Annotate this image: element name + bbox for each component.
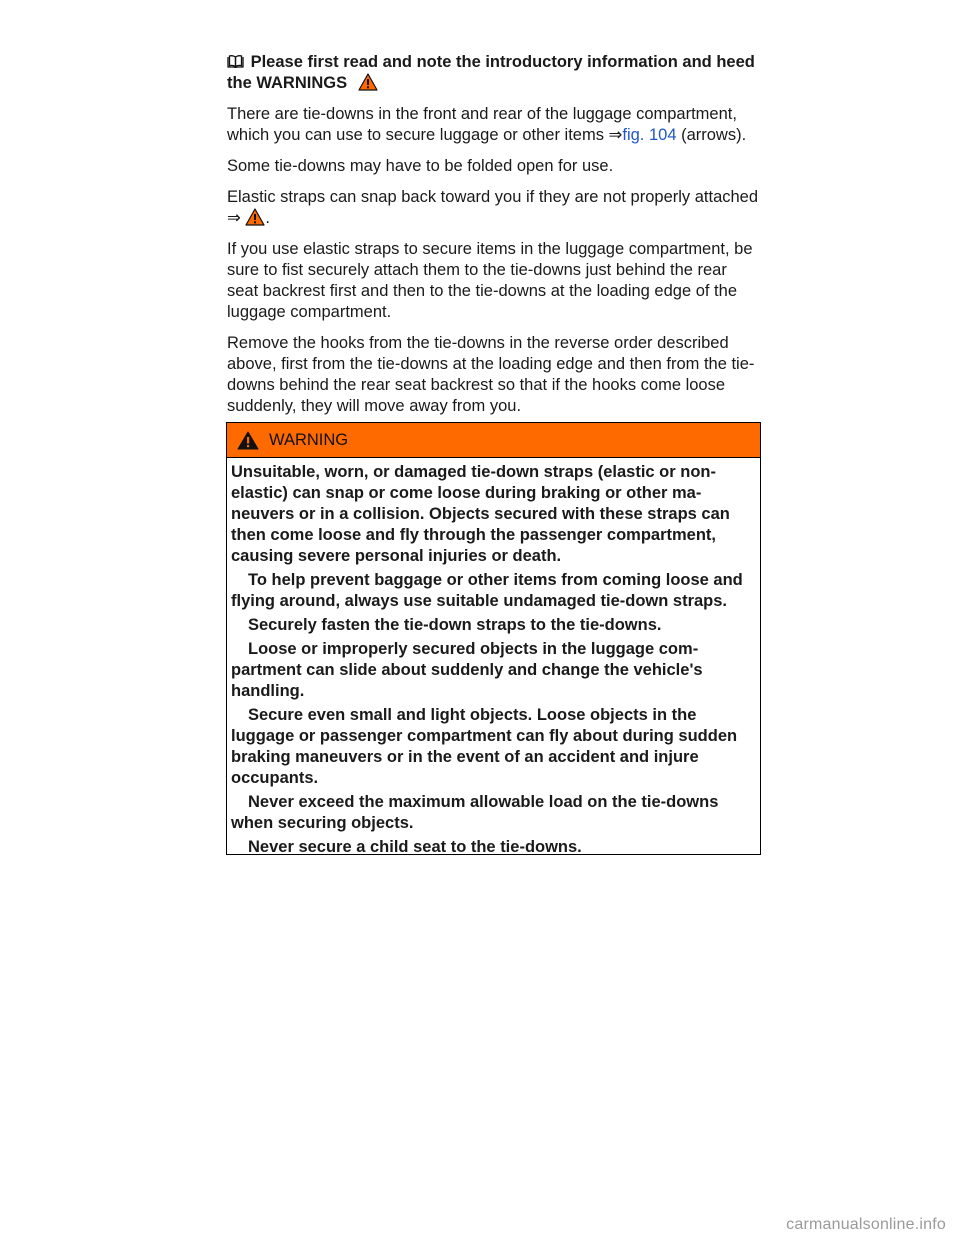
paragraph-text: Elastic straps can snap back toward you if they are not properly attached ⇒ [227,188,759,227]
intro-text: Please first read and note the introductory information and heed the WARNINGS [227,53,755,92]
watermark-footer[interactable]: carmanualsonline.info [786,1216,946,1233]
warning-triangle-icon [358,73,378,91]
paragraph-fold-open: Some tie-downs may have to be folded open for use. [227,157,614,175]
warning-triangle-icon[interactable] [245,208,265,226]
warning-item: Never secure a child seat to the tie-downs. [248,838,582,856]
warning-triangle-icon [237,431,259,450]
warning-body [227,458,760,858]
warning-header [227,423,760,458]
intro-note [227,52,761,94]
warning-item: To help prevent baggage or other items from coming loose and flying around, always use suitable undamaged tie-down straps. [231,571,743,610]
paragraph-remove-order: Remove the hooks from the tie-downs in the reverse order described above, first from the tie-downs at the loading edge and then from the tie-downs behind the rear seat backrest so that if the hooks come loose suddenly, they will move away from you. [227,334,755,415]
warning-item: Never exceed the maximum allowable load on the tie-downs when securing objects. [231,793,719,832]
paragraph-attach-order: If you use elastic straps to secure items in the luggage compartment, be sure to fist securely attach them to the tie-downs just behind the rear seat backrest first and then to the tie-downs at the loading edge of the luggage compartment. [227,240,753,321]
warning-item: Securely fasten the tie-down straps to the tie-downs. [248,616,662,634]
paragraph-text: (arrows). [676,126,747,144]
warning-box [226,422,761,855]
paragraph-text: There are tie-downs in the front and rear of the luggage compartment, which you can use to secure luggage or other items ⇒ [227,105,737,144]
warning-title: WARNING [269,430,349,449]
paragraph-elastic-straps [227,187,761,229]
paragraph-text: . [265,209,271,227]
warning-item: Secure even small and light objects. Loose objects in the luggage or passenger compartment can fly about during sudden braking maneuvers or in the event of an accident and injure occupants. [231,706,738,787]
book-icon [227,55,244,68]
warning-lead: Unsuitable, worn, or damaged tie-down straps (elastic or non-elastic) can snap or come loose during braking or other maneuvers or in a collision. Objects secured with these straps can then come loose and fly through the passenger compartment, causing severe personal injuries or death. [231,463,730,565]
document-content [227,52,761,427]
fig-104-link[interactable]: fig. 104 [622,126,677,144]
paragraph-tie-downs [227,104,761,146]
warning-item: Loose or improperly secured objects in the luggage compartment can slide about suddenly and change the vehicle's handling. [231,640,703,700]
